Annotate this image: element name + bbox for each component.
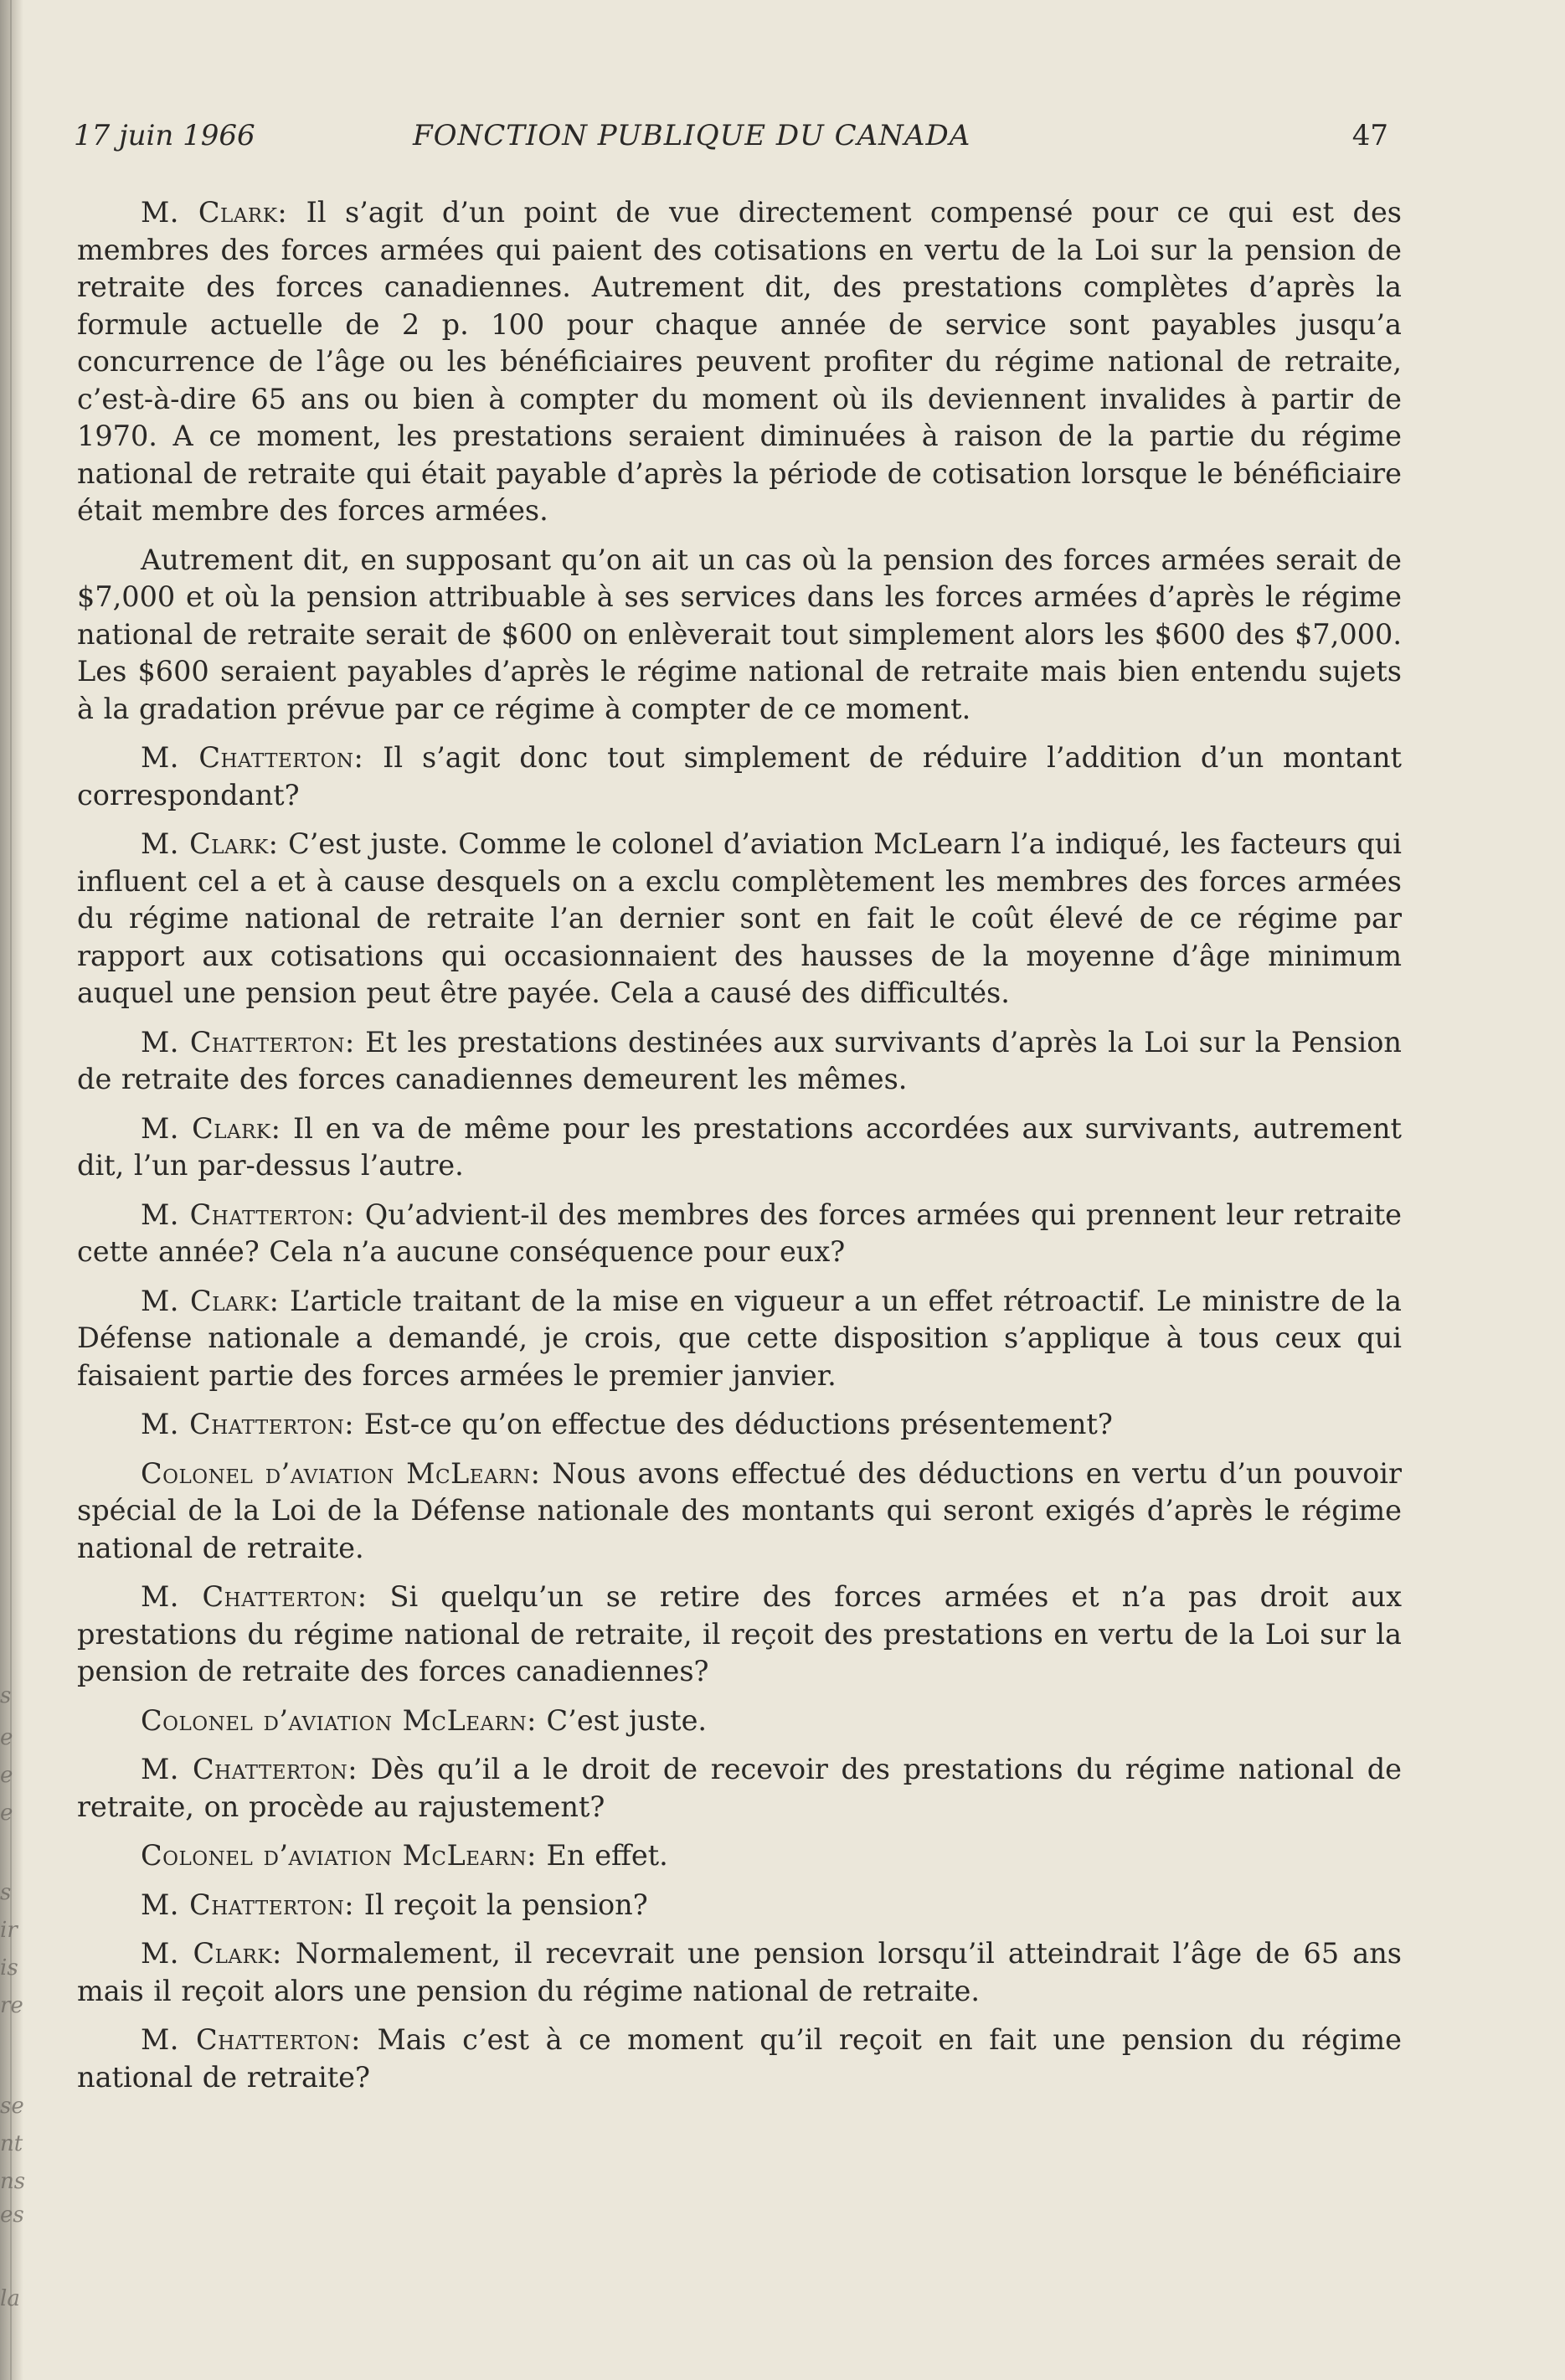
paragraph-text: En effet. [536, 1839, 668, 1872]
transcript-paragraph [77, 1110, 1402, 1185]
margin-fragment: nt [0, 2131, 23, 2156]
transcript-paragraph [77, 1579, 1402, 1691]
paragraph-text: Si quelqu’un se retire des forces armées et n’a pas droit aux prestations du régime national de retraite, il reçoit des prestations en vertu de la Loi sur la pension de retraite des forces canadiennes? [77, 1580, 1402, 1687]
paragraph-text: Et les prestations destinées aux survivants d’après la Loi sur la Pension de retraite des forces canadiennes demeurent les mêmes. [77, 1025, 1402, 1095]
margin-fragment: ns [0, 2169, 26, 2194]
transcript-paragraph [77, 1887, 1402, 1924]
margin-fragment: e [0, 1800, 13, 1826]
speaker-name: Colonel d’aviation McLearn: [141, 1456, 541, 1490]
paragraph-text: Il s’agit donc tout simplement de réduire l’addition d’un montant correspondant? [77, 741, 1402, 811]
margin-fragment: is [0, 1955, 18, 1981]
margin-fragment: e [0, 1763, 13, 1788]
transcript-paragraph [77, 1455, 1402, 1568]
speaker-name: M. Clark: [141, 827, 279, 860]
speaker-name: M. Chatterton: [141, 741, 364, 774]
transcript-paragraph [77, 1024, 1402, 1099]
speaker-name: M. Chatterton: [141, 2023, 361, 2056]
speaker-name: M. Chatterton: [141, 1580, 368, 1613]
speaker-name: M. Clark: [141, 1284, 280, 1317]
transcript-body [77, 194, 1402, 2108]
transcript-paragraph [77, 826, 1402, 1012]
paragraph-text: Normalement, il recevrait une pension lorsqu’il atteindrait l’âge de 65 ans mais il reçoit alors une pension du régime national de retraite. [77, 1937, 1402, 2007]
paragraph-text: Il en va de même pour les prestations accordées aux survivants, autrement dit, l’un par-dessus l’autre. [77, 1111, 1402, 1182]
paragraph-text: C’est juste. Comme le colonel d’aviation McLearn l’a indiqué, les facteurs qui influent cel a et à cause desquels on a exclu complètement les membres des forces armées du régime national de retraite l’an dernier sont en fait le coût élevé de ce régime par rapport aux cotisations qui occasionnaient des hausses de la moyenne d’âge minimum auquel une pension peut être payée. Cela a causé des difficultés. [77, 827, 1403, 1009]
paragraph-text: Il reçoit la pension? [354, 1888, 648, 1921]
transcript-paragraph [77, 1837, 1402, 1875]
margin-fragment: se [0, 2094, 24, 2119]
header-date: 17 juin 1966 [74, 119, 255, 152]
margin-fragment: s [0, 1880, 12, 1905]
transcript-paragraph [77, 1935, 1402, 2010]
margin-fragment: e [0, 1725, 13, 1750]
page-header [74, 119, 1388, 156]
transcript-paragraph [77, 542, 1402, 729]
paragraph-text: L’article traitant de la mise en vigueur a un effet rétroactif. Le ministre de la Défense nationale a demandé, je crois, que cette disposition s’applique à tous ceux qui faisaient partie des forces armées le premier janvier. [77, 1284, 1402, 1392]
paragraph-text: Dès qu’il a le droit de recevoir des prestations du régime national de retraite, on procède au rajustement? [77, 1753, 1403, 1823]
paragraph-text: Qu’advient-il des membres des forces armées qui prennent leur retraite cette année? Cela n’a aucune conséquence pour eux? [77, 1198, 1402, 1268]
transcript-paragraph [77, 1751, 1402, 1826]
transcript-paragraph [77, 1197, 1402, 1271]
speaker-name: M. Chatterton: [141, 1025, 355, 1059]
margin-fragment: ir [0, 1918, 18, 1943]
speaker-name: M. Clark: [141, 1111, 281, 1145]
margin-fragment: re [0, 1993, 23, 2018]
speaker-name: M. Chatterton: [141, 1753, 358, 1785]
speaker-name: Colonel d’aviation McLearn: [141, 1703, 537, 1737]
transcript-paragraph [77, 2022, 1402, 2096]
margin-fragment: s [0, 1683, 12, 1708]
margin-fragment: la [0, 2286, 20, 2311]
transcript-paragraph [77, 1703, 1402, 1740]
header-title: FONCTION PUBLIQUE DU CANADA [413, 119, 971, 152]
speaker-name: Colonel d’aviation McLearn: [141, 1839, 537, 1872]
speaker-name: M. Chatterton: [141, 1198, 355, 1231]
paragraph-text: Il s’agit d’un point de vue directement compensé pour ce qui est des membres des forces armées qui paient des cotisations en vertu de la Loi sur la pension de retraite des forces canadiennes. Autrement dit, des prestations complètes d’après la formule actuelle de 2 p. 100 pour chaque année de service sont payables jusqu’a concurrence de l’âge ou les bénéficiaires peuvent profiter du régime national de retraite, c’est-à-dire 65 ans ou bien à compter du moment où ils deviennent invalides à partir de 1970. A ce moment, les prestations seraient diminuées à raison de la partie du régime national de retraite qui était payable d’après la période de cotisation lorsque le bénéficiaire était membre des forces armées. [77, 196, 1403, 527]
margin-bleed-through [0, 0, 33, 2380]
paragraph-text: Autrement dit, en supposant qu’on ait un cas où la pension des forces armées serait de $7,000 et où la pension attribuable à ses services dans les forces armées d’après le régime national de retraite serait de $600 on enlèverait tout simplement alors les $600 des $7,000. Les $600 seraient payables d’après le régime national de retraite mais bien entendu sujets à la gradation prévue par ce régime à compter de ce moment. [77, 543, 1402, 725]
paragraph-text: Est-ce qu’on effectue des déductions présentement? [354, 1408, 1113, 1440]
margin-fragment: es [0, 2202, 24, 2228]
paragraph-text: C’est juste. [536, 1703, 708, 1737]
transcript-paragraph [77, 1406, 1402, 1444]
transcript-paragraph [77, 1283, 1402, 1395]
paragraph-text: Mais c’est à ce moment qu’il reçoit en fait une pension du régime national de retraite? [77, 2023, 1402, 2094]
speaker-name: M. Chatterton: [141, 1888, 355, 1921]
speaker-name: M. Chatterton: [141, 1408, 355, 1440]
speaker-name: M. Clark: [141, 196, 288, 229]
paragraph-text: Nous avons effectué des déductions en vertu d’un pouvoir spécial de la Loi de la Défense nationale des montants qui seront exigés d’après le régime national de retraite. [77, 1456, 1402, 1564]
transcript-paragraph [77, 194, 1402, 530]
transcript-paragraph [77, 739, 1402, 814]
speaker-name: M. Clark: [141, 1937, 282, 1970]
page-number: 47 [1351, 119, 1388, 152]
